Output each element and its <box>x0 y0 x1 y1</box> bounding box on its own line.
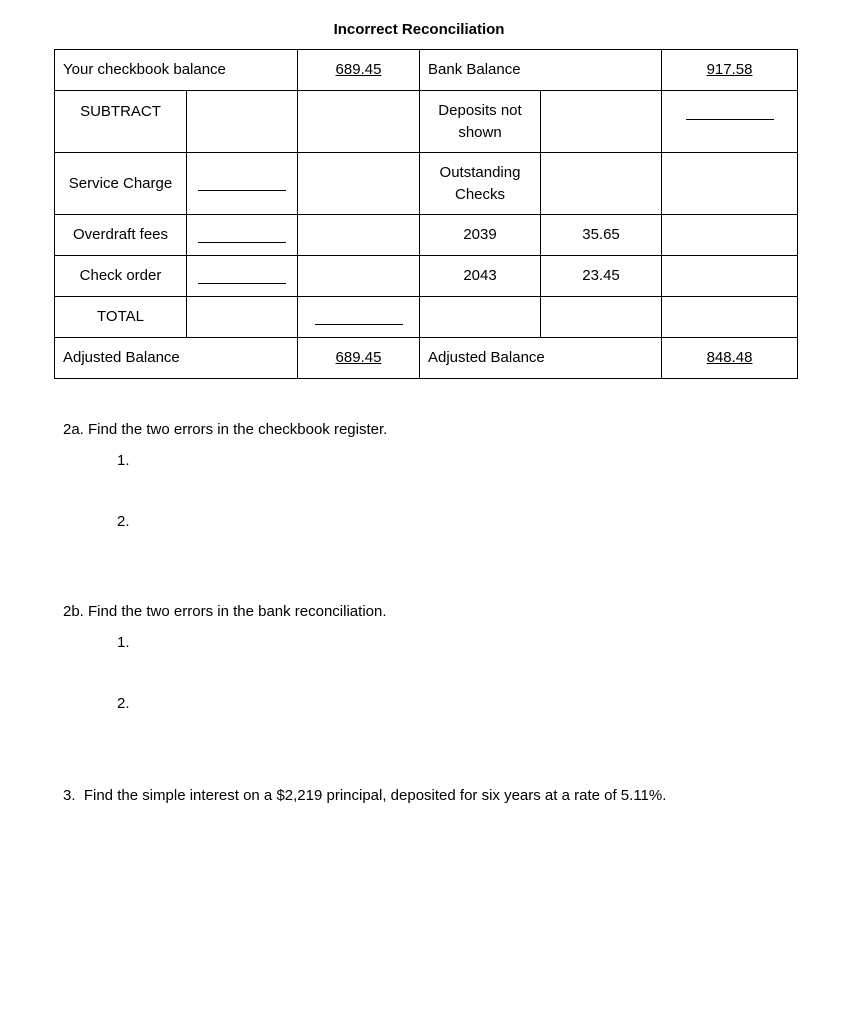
check-number: 2043 <box>420 256 541 297</box>
adjusted-bank-balance-label: Adjusted Balance <box>420 338 662 379</box>
adjusted-bank-balance-value: 848.48 <box>662 338 798 379</box>
empty-cell <box>298 91 420 153</box>
adjusted-balance-label: Adjusted Balance <box>55 338 298 379</box>
empty-cell <box>662 153 798 215</box>
empty-cell <box>541 153 662 215</box>
bank-balance-label: Bank Balance <box>420 50 662 91</box>
check-order-label: Check order <box>55 256 187 297</box>
table-row <box>55 215 798 256</box>
empty-cell <box>298 153 420 215</box>
table-row <box>55 338 798 379</box>
empty-cell <box>662 215 798 256</box>
adjusted-balance-value: 689.45 <box>298 338 420 379</box>
subtract-label: SUBTRACT <box>55 91 187 153</box>
empty-cell <box>541 91 662 153</box>
empty-cell <box>541 297 662 338</box>
check-number: 2039 <box>420 215 541 256</box>
overdraft-fees-label: Overdraft fees <box>55 215 187 256</box>
empty-cell <box>187 91 298 153</box>
total-blank <box>298 297 420 338</box>
answer-blank[interactable] <box>198 176 286 191</box>
deposits-blank <box>662 91 798 153</box>
bank-balance-value: 917.58 <box>662 50 798 91</box>
empty-cell <box>662 256 798 297</box>
deposits-not-shown-label: Deposits not shown <box>420 91 541 153</box>
question-2a: 2a. Find the two errors in the checkbook register. <box>63 421 388 438</box>
question-2b-item-1: 1. <box>117 634 130 651</box>
question-2a-item-1: 1. <box>117 452 130 469</box>
page-title: Incorrect Reconciliation <box>333 21 505 38</box>
check-order-blank <box>187 256 298 297</box>
question-2b-item-2: 2. <box>117 695 130 712</box>
empty-cell <box>298 256 420 297</box>
reconciliation-table <box>54 49 798 379</box>
table-row <box>55 50 798 91</box>
checkbook-balance-label: Your checkbook balance <box>55 50 298 91</box>
empty-cell <box>298 215 420 256</box>
answer-blank[interactable] <box>198 269 286 284</box>
answer-blank[interactable] <box>198 228 286 243</box>
table-row <box>55 153 798 215</box>
question-2a-item-2: 2. <box>117 513 130 530</box>
table-row <box>55 256 798 297</box>
empty-cell <box>662 297 798 338</box>
answer-blank[interactable] <box>686 105 774 120</box>
question-2b: 2b. Find the two errors in the bank reconciliation. <box>63 603 387 620</box>
overdraft-blank <box>187 215 298 256</box>
empty-cell <box>187 297 298 338</box>
service-charge-blank <box>187 153 298 215</box>
answer-blank[interactable] <box>315 310 403 325</box>
check-amount: 35.65 <box>541 215 662 256</box>
question-3: 3. Find the simple interest on a $2,219 principal, deposited for six years at a rate of 5.11%. <box>63 787 667 804</box>
empty-cell <box>420 297 541 338</box>
outstanding-checks-label: Outstanding Checks <box>420 153 541 215</box>
service-charge-label: Service Charge <box>55 153 187 215</box>
checkbook-balance-value: 689.45 <box>298 50 420 91</box>
table-row <box>55 297 798 338</box>
table-row <box>55 91 798 153</box>
check-amount: 23.45 <box>541 256 662 297</box>
total-label: TOTAL <box>55 297 187 338</box>
